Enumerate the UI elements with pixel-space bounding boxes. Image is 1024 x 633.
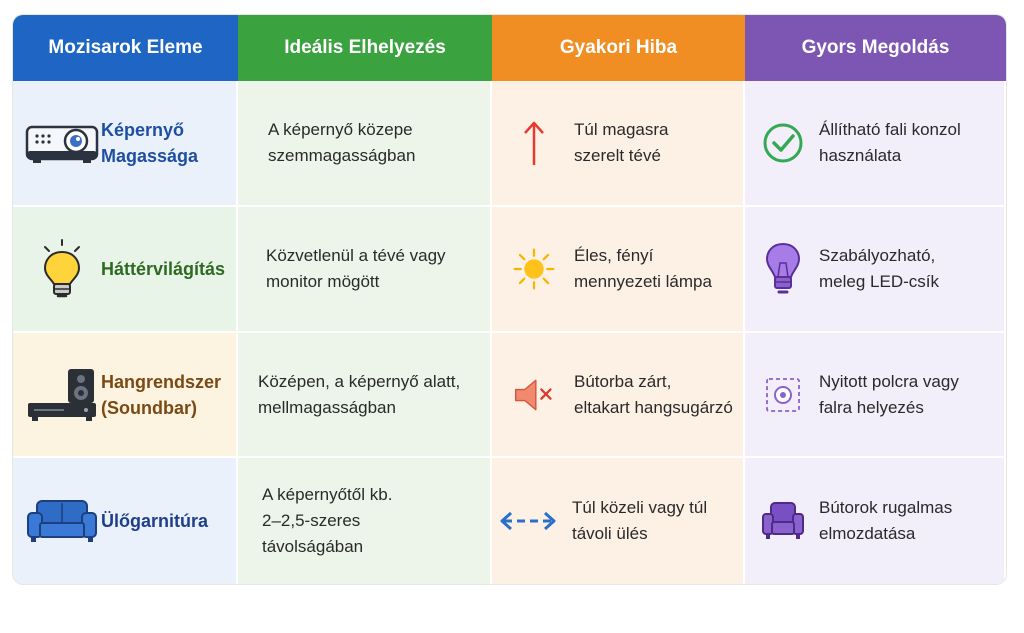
table-row-sound-fix: Nyitott polcra vagy falra helyezés [745, 333, 1006, 458]
lightbulb-icon [23, 234, 101, 304]
projector-icon [23, 108, 101, 178]
table-row-sound-element [13, 333, 238, 458]
sofa-icon [23, 486, 101, 556]
table-row-seating-ideal: A képernyőtől kb. 2–2,5-szeres távolságában [238, 458, 492, 584]
table-row-backlight-ideal: Közvetlenül a tévé vagy monitor mögött [238, 207, 492, 333]
table-row-sound-ideal: Középen, a képernyő alatt, mellmagasságban [238, 333, 492, 458]
comparison-table [13, 15, 1006, 584]
table-row-sound-mistake: Bútorba zárt, eltakart hangsugárzó [492, 333, 745, 458]
header-fix: Gyors Megoldás [745, 15, 1006, 81]
table-row-seating-fix: Bútorok rugalmas elmozdatása [745, 458, 1006, 584]
table-row-seating-element [13, 458, 238, 584]
table-row-backlight-mistake: Éles, fényí mennyezeti lámpa [492, 207, 745, 333]
table-row-screen-mistake: Túl magasra szerelt tévé [492, 81, 745, 207]
muted-speaker-icon [512, 375, 556, 415]
check-circle-icon [761, 121, 805, 165]
table-row-screen-fix: Állítható fali konzol használata [745, 81, 1006, 207]
armchair-icon [761, 500, 805, 542]
table-row-seating-mistake: Túl közeli vagy túl távoli ülés [492, 458, 745, 584]
table-row-backlight-fix: Szabályozható, meleg LED-csík [745, 207, 1006, 333]
double-arrow-icon [498, 509, 558, 533]
element-label: Háttérvilágítás [101, 259, 226, 279]
element-label: Hangrendszer (Soundbar) [101, 371, 222, 418]
header-ideal: Ideális Elhelyezés [238, 15, 492, 81]
soundbar-speaker-icon [23, 360, 101, 430]
arrow-up-icon [512, 119, 556, 167]
element-label: Ülőgarnitúra [101, 511, 209, 531]
sun-icon [512, 244, 556, 294]
purple-bulb-icon [761, 241, 805, 297]
open-shelf-speaker-icon [761, 377, 805, 413]
header-mistake: Gyakori Hiba [492, 15, 745, 81]
table-row-screen-element [13, 81, 238, 207]
element-label: Képernyő Magassága [101, 120, 199, 166]
header-element: Mozisarok Eleme [13, 15, 238, 81]
table-row-screen-ideal: A képernyő közepe szemmagasságban [238, 81, 492, 207]
table-row-backlight-element [13, 207, 238, 333]
